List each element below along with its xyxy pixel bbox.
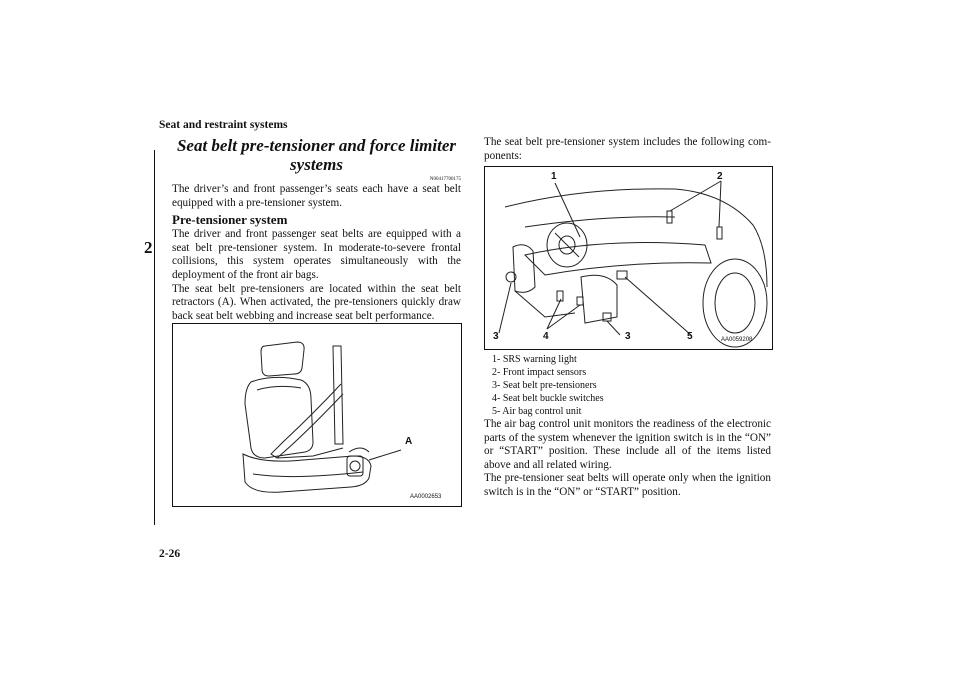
list-item: 1- SRS warning light (492, 354, 577, 365)
callout-5: 5 (687, 331, 693, 342)
components-figure (484, 166, 773, 350)
pretensioner-paragraph-1: The driver and front passenger seat belts are equipped with a seat belt pre-tensioner system. In moderate-to-severe frontal collisions, this system operates simultaneously with the deployment of the front air bags. (172, 228, 461, 281)
components-list (484, 353, 771, 418)
chapter-divider (154, 150, 155, 525)
list-item: 4- Seat belt buckle switches (492, 393, 604, 404)
pretensioner-paragraph-2: The seat belt pre-tensioners are located within the seat belt retractors (A). When activated, the pre-tensioners quickly draw back seat belt webbing and increase seat belt performance. (172, 282, 461, 322)
figure-ref-left: AA0002653 (410, 494, 442, 500)
chapter-tab: 2 (144, 238, 153, 257)
seat-illustration (173, 324, 461, 506)
section-header: Seat and restraint systems (159, 119, 288, 131)
control-unit-paragraph: The air bag control unit monitors the readiness of the electronic parts of the system whenever the ignition switch is in the “ON” or “START” position. These include all of the items listed above and all related wiring. (484, 418, 771, 471)
list-item: 3- Seat belt pre-tensioners (492, 380, 597, 391)
page-title: Seat belt pre-tensioner and force limiter systems (176, 136, 457, 174)
right-column-top (484, 136, 771, 163)
callout-1: 1 (551, 171, 557, 182)
operation-paragraph: The pre-tensioner seat belts will operate only when the ignition switch is in the “ON” or “START” position. (484, 472, 771, 498)
callout-2: 2 (717, 171, 723, 182)
figure-ref-right: AA0059208 (721, 337, 753, 343)
intro-paragraph: The driver’s and front passenger’s seats each have a seat belt equipped with a pre-tensioner system. (172, 183, 461, 209)
page-number: 2-26 (159, 548, 181, 560)
callout-4: 4 (543, 331, 549, 342)
vehicle-interior-illustration (485, 167, 772, 349)
list-item: 5- Air bag control unit (492, 406, 582, 417)
callout-3-right: 3 (625, 331, 631, 342)
callout-a: A (405, 436, 413, 447)
components-intro: The seat belt pre-tensioner system includes the following com- ponents: (484, 136, 771, 162)
subheading-pretensioner: Pre-tensioner system (172, 212, 288, 228)
document-code: N00417700175 (429, 177, 461, 182)
right-column-bottom (484, 350, 771, 500)
callout-3-left: 3 (493, 331, 499, 342)
list-item: 2- Front impact sensors (492, 367, 587, 378)
seat-belt-retractor-figure (172, 323, 462, 507)
left-column (172, 136, 461, 323)
